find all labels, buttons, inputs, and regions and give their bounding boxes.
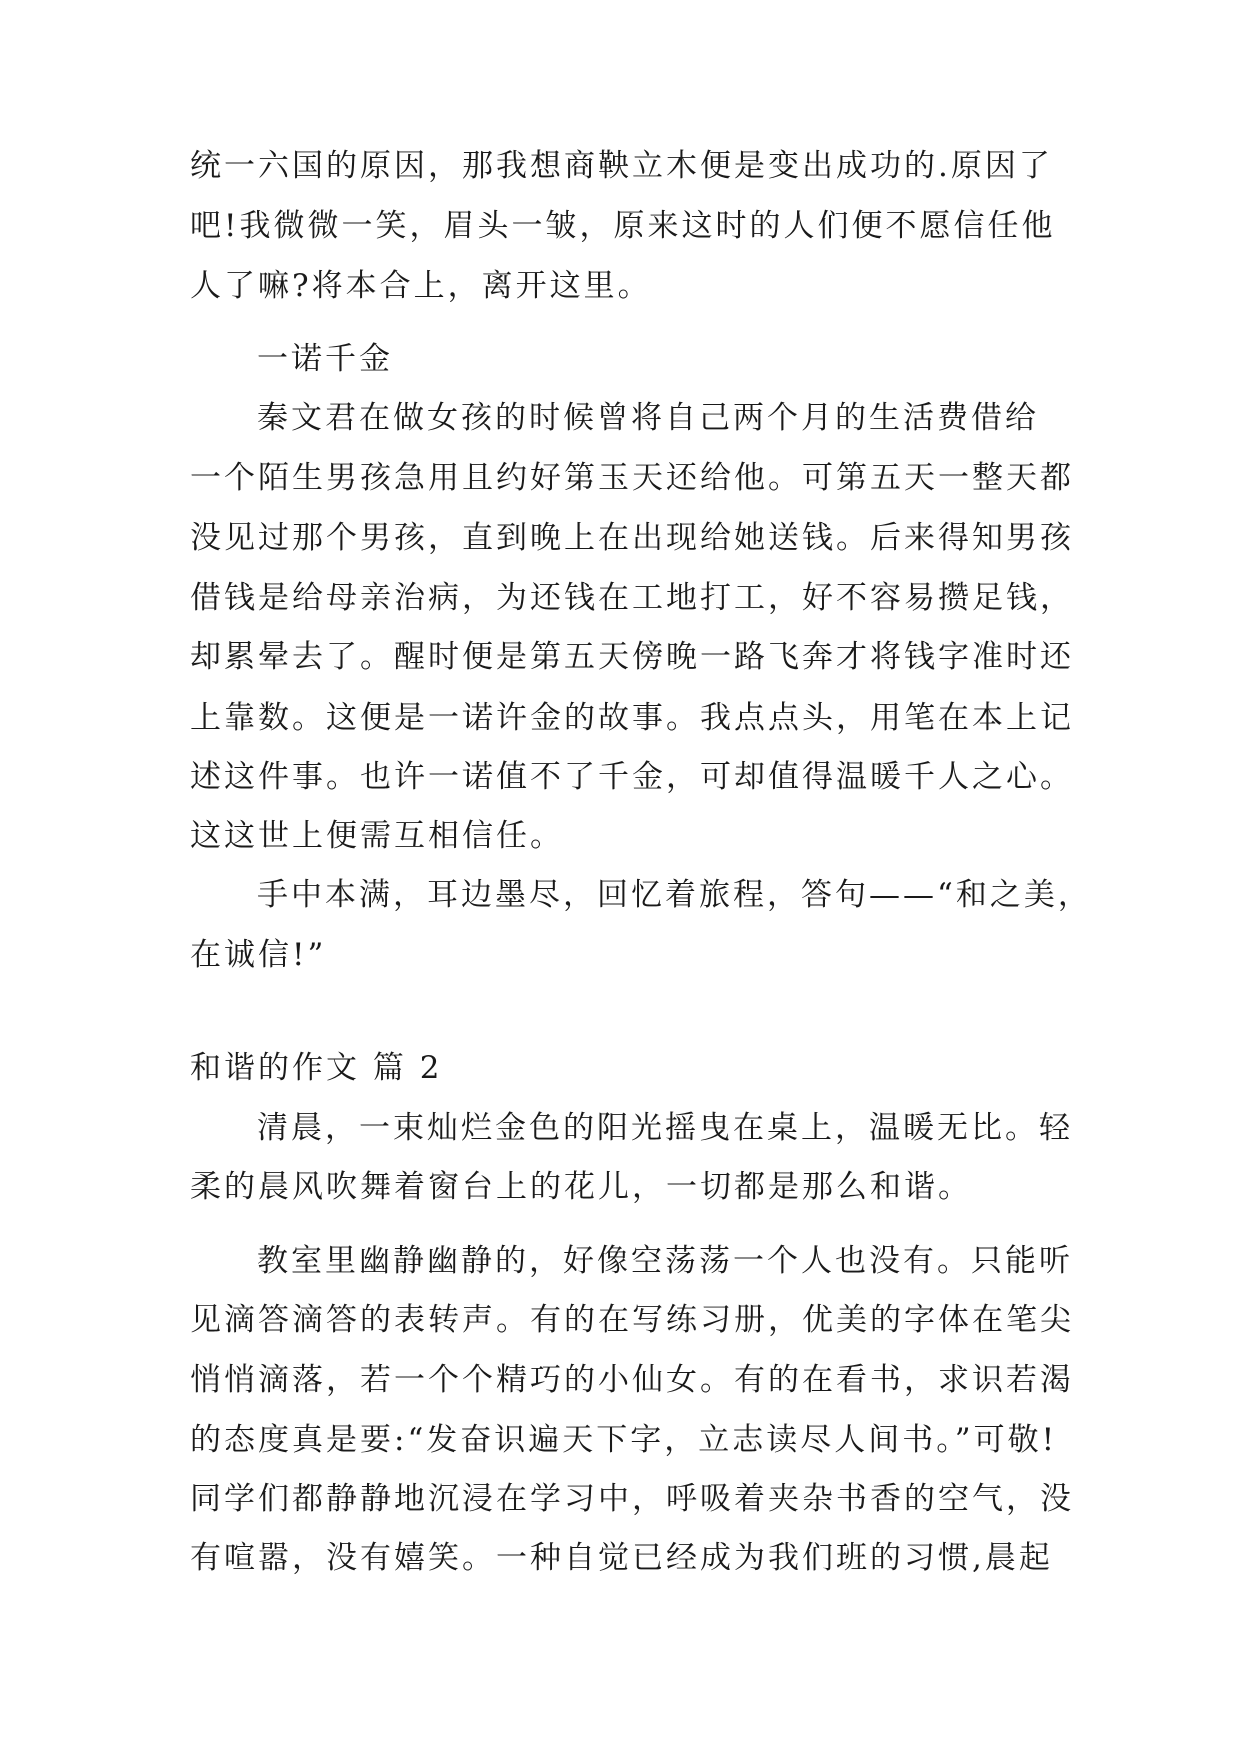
paragraph-line: 却累晕去了。醒时便是第五天傍晚一路飞奔才将钱字准时还 (190, 639, 1074, 675)
paragraph-line: 清晨，一束灿烂金色的阳光摇曳在桌上，温暖无比。轻 (257, 1110, 1073, 1146)
section-heading: 一诺千金 (257, 341, 393, 377)
paragraph-line: 统一六国的原因，那我想商鞅立木便是变出成功的.原因了 (190, 148, 1053, 184)
article-title: 和谐的作文 篇 2 (190, 1050, 443, 1086)
paragraph-line: 见滴答滴答的表转声。有的在写练习册，优美的字体在笔尖 (190, 1302, 1074, 1338)
paragraph-line: 一个陌生男孩急用且约好第玉天还给他。可第五天一整天都 (190, 460, 1074, 496)
paragraph-line: 上靠数。这便是一诺许金的故事。我点点头，用笔在本上记 (190, 700, 1074, 736)
paragraph-line: 述这件事。也许一诺值不了千金，可却值得温暖千人之心。 (190, 759, 1074, 795)
paragraph-line: 的态度真是要:“发奋识遍天下字，立志读尽人间书。”可敬! (190, 1422, 1058, 1458)
paragraph-line: 手中本满，耳边墨尽，回忆着旅程，答句——“和之美， (257, 877, 1092, 913)
paragraph-line: 秦文君在做女孩的时候曾将自己两个月的生活费借给 (257, 400, 1039, 436)
paragraph-line: 悄悄滴落，若一个个精巧的小仙女。有的在看书，求识若渴 (190, 1362, 1074, 1398)
paragraph-line: 吧!我微微一笑，眉头一皱，原来这时的人们便不愿信任他 (190, 208, 1056, 244)
paragraph-line: 这这世上便需互相信任。 (190, 818, 564, 854)
paragraph-line: 有喧嚣，没有嬉笑。一种自觉已经成为我们班的习惯,晨起 (190, 1540, 1053, 1576)
paragraph-line: 柔的晨风吹舞着窗台上的花儿，一切都是那么和谐。 (190, 1169, 972, 1205)
paragraph-line: 人了嘛?将本合上，离开这里。 (190, 268, 652, 304)
paragraph-line: 没见过那个男孩，直到晚上在出现给她送钱。后来得知男孩 (190, 520, 1074, 556)
paragraph-line: 借钱是给母亲治病，为还钱在工地打工，好不容易攒足钱， (190, 580, 1074, 616)
paragraph-line: 教室里幽静幽静的，好像空荡荡一个人也没有。只能听 (257, 1243, 1073, 1279)
paragraph-line: 在诚信!” (190, 937, 327, 973)
paragraph-line: 同学们都静静地沉浸在学习中，呼吸着夹杂书香的空气，没 (190, 1481, 1074, 1517)
